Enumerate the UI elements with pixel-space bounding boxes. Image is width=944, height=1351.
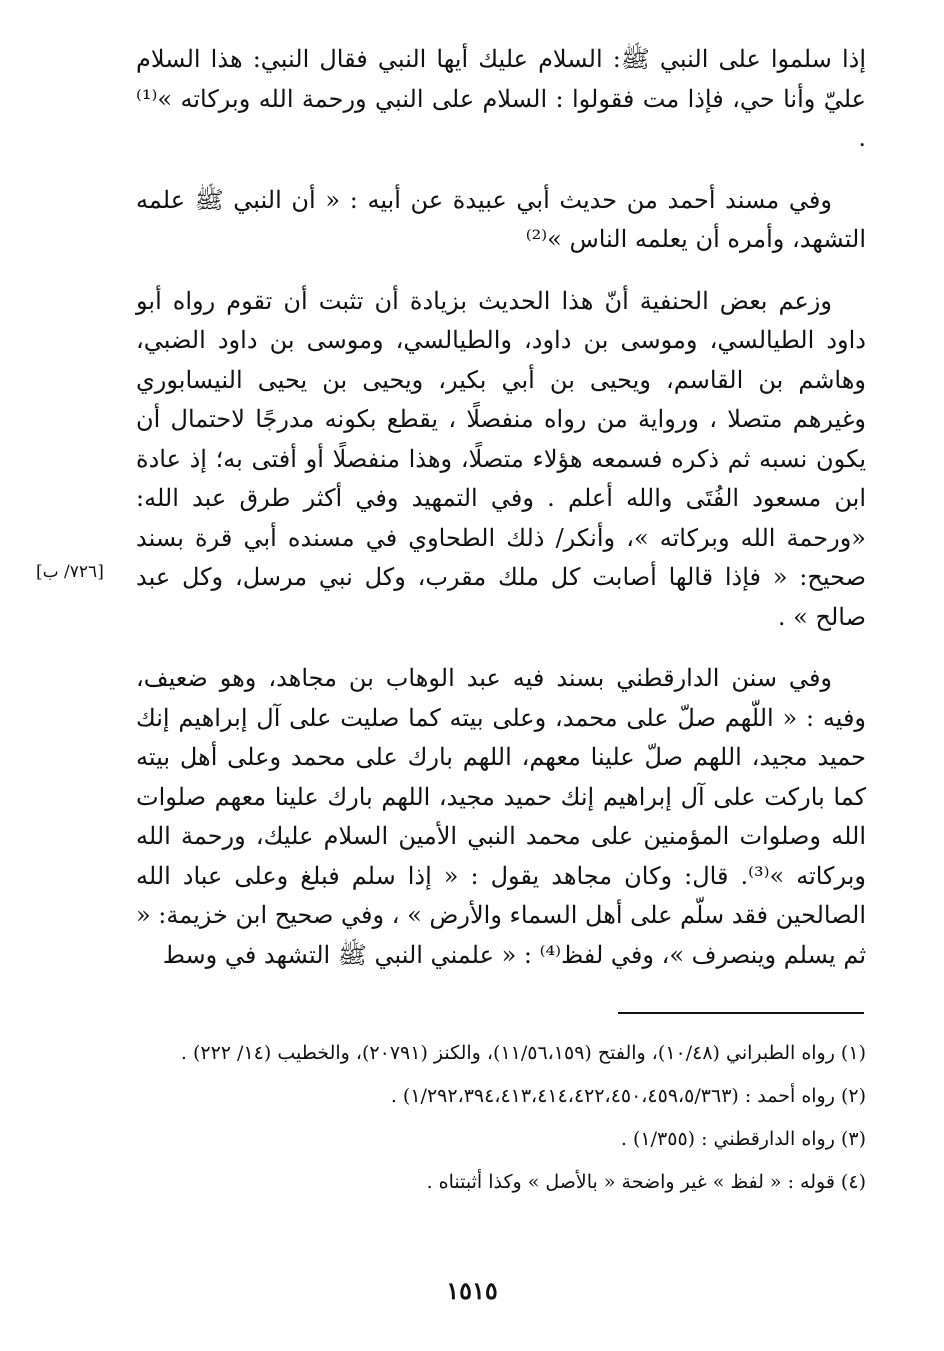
footnote-3: (٣) رواه الدارقطني : (١/٣٥٥) . xyxy=(620,1128,866,1150)
main-text xyxy=(136,40,866,975)
footnotes xyxy=(136,1038,866,1210)
footnote-separator xyxy=(618,1012,864,1014)
page-number: ١٥١٥ xyxy=(446,1276,498,1305)
paragraph-3: وزعم بعض الحنفية أنّ هذا الحديث بزيادة أن تثبت أن تقوم رواه أبو داود الطيالسي، وموسى بن داود، والطيالسي، وموسى بن داود الضبي، وهاشم بن القاسم، ويحيى بن أبي بكير، ويحيى بن يحيى النيسابوري وغيرهم متصلا ، ورواية من رواه منفصلًا ، يقطع بكونه مدرجًا لاحتمال أن يكون نسبه ثم ذكره فسمعه هؤلاء متصلًا، وهذا منفصلًا أو أفتى به؛ إذ عادة ابن مسعود الفُتَى والله أعلم . وفي التمهيد وفي أكثر طرق عبد الله: «ورحمة الله وبركاته »، وأنكر/ ذلك الطحاوي في مسنده أبي قرة بسند صحيح: « فإذا قالها أصابت كل ملك مقرب، وكل نبي مرسل، وكل عبد صالح » . xyxy=(136,286,866,631)
paragraph-2: وفي مسند أحمد من حديث أبي عبيدة عن أبيه : « أن النبي ﷺ علمه التشهد، وأمره أن يعلمه الناس »⁽²⁾ xyxy=(136,185,866,253)
manuscript-folio-reference: [٧٢٦/ ب] xyxy=(36,562,104,582)
footnote-4: (٤) قوله : « لفظ » غير واضحة « بالأصل » وكذا أثبتناه . xyxy=(426,1171,866,1193)
paragraph-4: وفي سنن الدارقطني بسند فيه عبد الوهاب بن مجاهد، وهو ضعيف، وفيه : « اللّهم صلّ على محمد، وعلى بيته كما صليت على آل إبراهيم إنك حميد مجيد، اللهم صلّ علينا معهم، اللهم بارك على محمد وعلى أهل بيته كما باركت على آل إبراهيم إنك حميد مجيد، اللهم بارك علينا معهم صلوات الله وصلوات المؤمنين على محمد النبي الأمين السلام عليك، ورحمة الله وبركاته »⁽³⁾. قال: وكان مجاهد يقول : « إذا سلم فبلغ وعلى عباد الله الصالحين فقد سلّم على أهل السماء والأرض » ، وفي صحيح ابن خزيمة: « ثم يسلم وينصرف »، وفي لفظ⁽⁴⁾ : « علمني النبي ﷺ التشهد في وسط xyxy=(135,664,866,969)
footnote-1: (١) رواه الطبراني (١٠/٤٨)، والفتح (١١/٥٦،١٥٩)، والكنز (٢٠٧٩١)، والخطيب (١٤/ ٢٢٢) . xyxy=(180,1042,866,1064)
footnote-2: (٢) رواه أحمد : (١/٢٩٢،٣٩٤،٤١٣،٤١٤،٤٢٢،٤٥٠،٤٥٩،٥/٣٦٣) . xyxy=(390,1085,866,1107)
paragraph-1: إذا سلموا على النبي ﷺ: السلام عليك أيها النبي فقال النبي: هذا السلام عليّ وأنا حي، فإذا مت فقولوا : السلام على النبي ورحمة الله وبركاته »⁽¹⁾ . xyxy=(136,45,866,152)
